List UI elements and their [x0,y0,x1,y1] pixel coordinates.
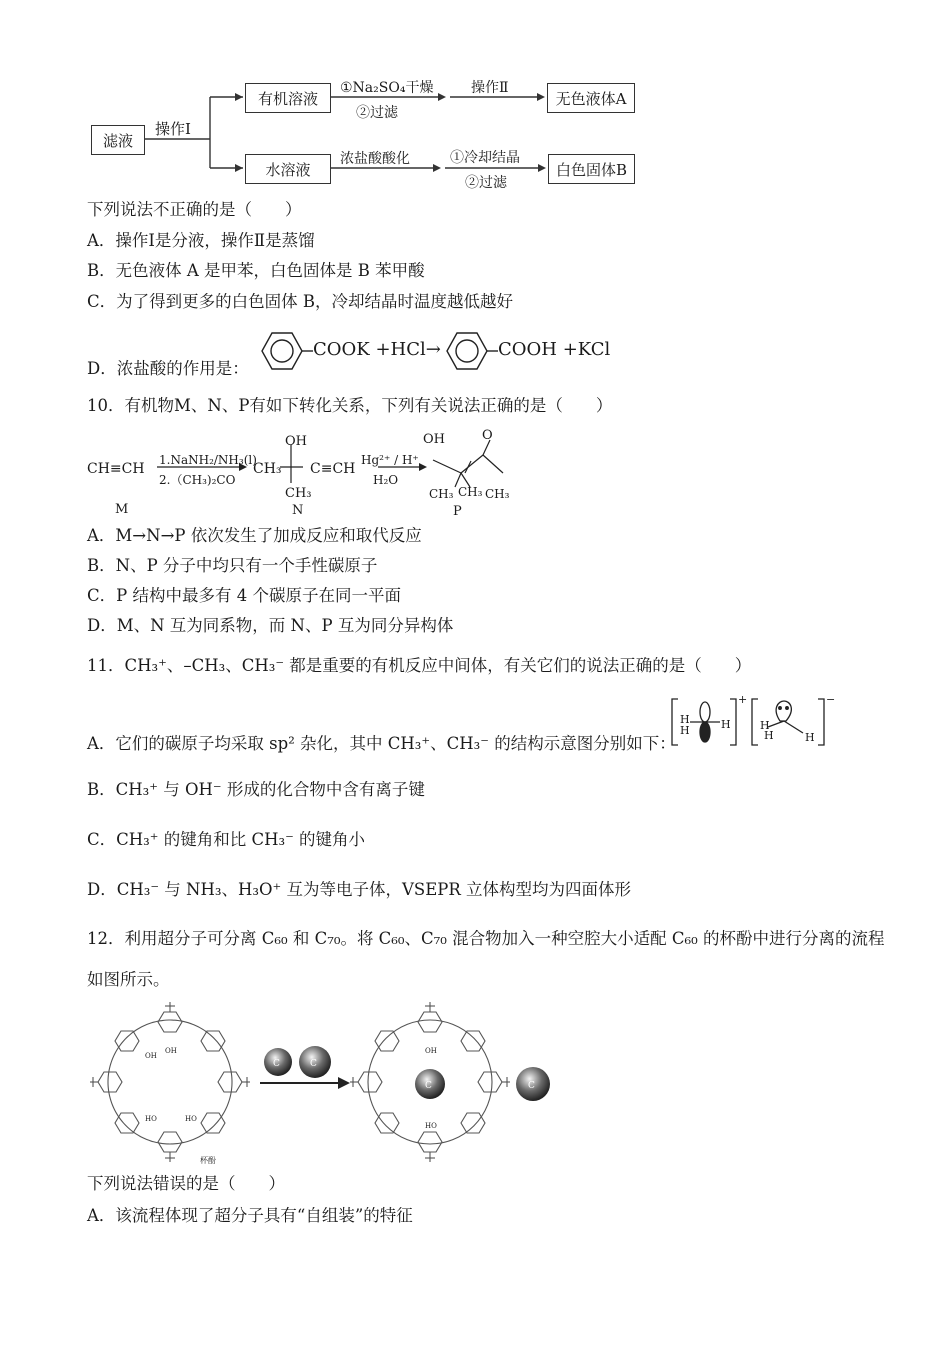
ball-label-3: C [425,1081,432,1091]
q11-option-b: B．CH₃⁺ 与 OH⁻ 形成的化合物中含有离子键 [87,780,425,799]
q10-cond2: 2.（CH₃)₂CO [159,473,236,487]
q9-eq-right: COOH +KCl [498,339,611,360]
fig-plus-charge: + [738,693,748,706]
flow-box-product-b [548,154,635,184]
q10-p-label: P [453,504,462,519]
flow-op2-label: 操作Ⅱ [471,80,509,96]
q10-option-c: C．P 结构中最多有 4 个碳原子在同一平面 [87,586,401,605]
q9-eq-left: COOK +HCl→ [313,339,441,360]
q10-p-o: O [482,428,493,443]
q10-option-b: B．N、P 分子中均只有一个手性碳原子 [87,556,378,575]
ball-label-1: C [273,1059,280,1069]
q10-n-label: N [292,503,304,518]
cup-ho-left-2: HO [185,1115,197,1123]
ball-label-4: C [528,1081,535,1091]
q11-option-a: A．它们的碳原子均采取 sp² 杂化，其中 CH₃⁺、CH₃⁻ 的结构示意图分别如下： [87,734,676,753]
fig-h-4: H [760,719,770,732]
fig-minus-charge: − [826,693,836,706]
q9-option-d: D．浓盐酸的作用是： [87,359,249,378]
q10-p-ch3c: CH₃ [485,487,510,501]
cup-oh-left-2: OH [165,1047,177,1055]
flowchart-connectors [0,0,950,200]
cup-oh-left-1: OH [145,1052,157,1060]
fig-h-2: H [680,724,690,737]
flow-box-aqueous [245,154,331,184]
fig-h-3: H [721,718,731,731]
q12-calixarene-figure [90,1000,560,1165]
q11-option-c: C．CH₃⁺ 的键角和比 CH₃⁻ 的键角小 [87,830,366,849]
q12-stem-line2: 如图所示。 [87,970,170,989]
q9-option-b: B．无色液体 A 是甲苯，白色固体是 B 苯甲酸 [87,261,425,280]
q9-option-a: A．操作Ⅰ是分液，操作Ⅱ是蒸馏 [87,231,315,250]
q10-n-left: CH₃ [253,461,282,477]
flow-filtrate-text: 滤液 [102,131,133,150]
fig-h-5: H [764,729,774,742]
flow-organic-text: 有机溶液 [257,89,318,108]
flow-filter1-label: ②过滤 [356,105,398,121]
q9-equation [245,326,625,376]
q12-stem-line1: 12．利用超分子可分离 C₆₀ 和 C₇₀。将 C₆₀、C₇₀ 混合物加入一种空腔大小适配 C₆₀ 的杯酚中进行分离的流程 [87,929,885,948]
q10-n-right: C≡CH [310,461,356,477]
ball-label-2: C [310,1059,317,1069]
q10-p-oh: OH [423,432,445,447]
q11-orbital-figures [668,695,838,750]
q11-stem: 11．CH₃⁺、–CH₃、CH₃⁻ 都是重要的有机反应中间体，有关它们的说法正确的是（ ） [87,656,752,675]
flow-aqueous-text: 水溶液 [265,160,311,179]
flow-box-organic [245,83,331,113]
flow-product-b-text: 白色固体B [555,160,628,179]
q10-n-bottom: CH₃ [285,486,312,501]
benzene-ring-icon [447,333,487,369]
cup-label-left: 杯酚 [200,1156,216,1165]
flow-op1-label: 操作Ⅰ [155,120,191,138]
flow-filter2-label: ②过滤 [465,175,507,191]
fig-h-1: H [680,713,690,726]
q10-option-a: A．M→N→P 依次发生了加成反应和取代反应 [87,526,422,545]
flow-dry-label: ①Na₂SO₄干燥 [340,80,434,96]
q10-cond4: H₂O [373,473,399,487]
flow-cool-label: ①冷却结晶 [450,150,520,166]
cup-ho-right-1: HO [425,1122,437,1130]
flow-box-filtrate [91,125,145,155]
q10-cond3: Hg²⁺ / H⁺ [361,453,419,467]
q10-reaction-scheme [85,425,525,520]
q10-p-ch3a: CH₃ [429,487,454,501]
separation-flowchart [0,0,950,200]
q10-cond1: 1.NaNH₂/NH₃(l) [159,453,257,467]
arrow-right-icon [338,1077,350,1089]
q9-stem: 下列说法不正确的是（ ） [87,200,302,219]
calixarene-diagram [90,1000,560,1165]
q11-option-d: D．CH₃⁻ 与 NH₃、H₃O⁺ 互为等电子体，VSEPR 立体构型均为四面体形 [87,880,632,899]
fig-h-6: H [805,731,815,744]
flow-acidify-label: 浓盐酸酸化 [340,151,410,167]
cup-ho-left-1: HO [145,1115,157,1123]
q9-option-c: C．为了得到更多的白色固体 B，冷却结晶时温度越低越好 [87,292,513,311]
q10-stem: 10．有机物M、N、P有如下转化关系，下列有关说法正确的是（ ） [87,396,613,415]
q12-option-a: A．该流程体现了超分子具有“自组装”的特征 [87,1206,413,1225]
flow-box-product-a [547,83,635,113]
benzene-ring-icon [262,333,302,369]
flow-product-a-text: 无色液体A [555,89,627,108]
q10-p-ch3b: CH₃ [458,485,483,499]
q12-question: 下列说法错误的是（ ） [87,1174,285,1193]
calixarene-left [90,1002,250,1162]
q10-m-formula: CH≡CH [87,461,145,477]
q10-m-label: M [115,502,129,517]
q10-option-d: D．M、N 互为同系物，而 N、P 互为同分异构体 [87,616,454,635]
cup-oh-right-1: OH [425,1047,437,1055]
q10-n-top: OH [285,434,307,449]
